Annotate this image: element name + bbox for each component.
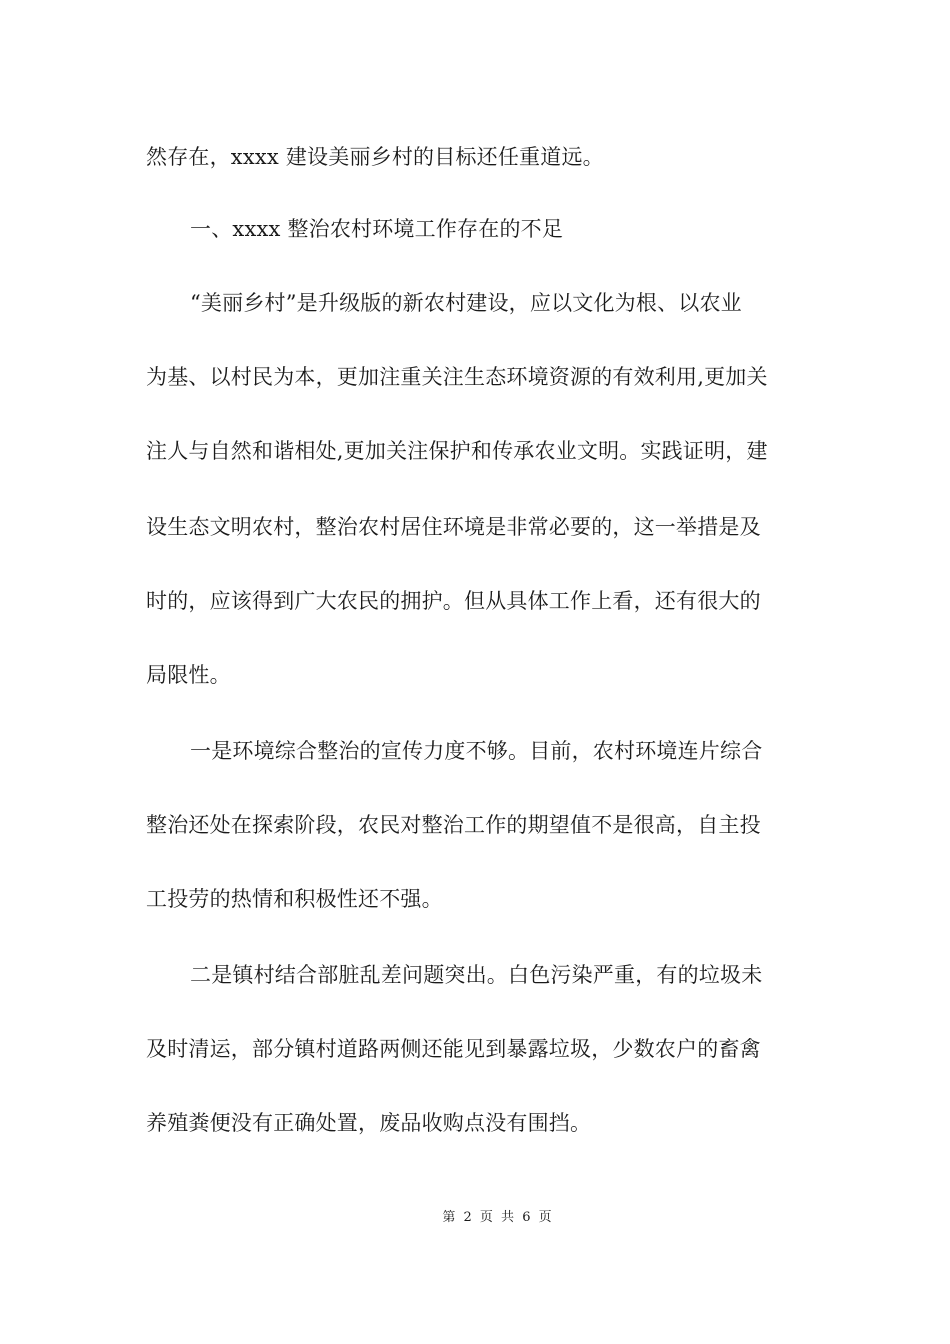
text-line-3: “美丽乡村”是升级版的新农村建设，应以文化为根、以农业	[190, 291, 742, 315]
text-line-14: 养殖粪便没有正确处置，废品收购点没有围挡。	[146, 1111, 592, 1135]
text-line-1: 然存在，xxxx 建设美丽乡村的目标还任重道远。	[146, 145, 604, 169]
text-line-10: 整治还处在探索阶段，农民对整治工作的期望值不是很高，自主投	[146, 813, 761, 837]
text-line-7: 时的，应该得到广大农民的拥护。但从具体工作上看，还有很大的	[146, 589, 761, 613]
text-line-13: 及时清运，部分镇村道路两侧还能见到暴露垃圾，少数农户的畜禽	[146, 1037, 761, 1061]
page-footer: 第 2 页 共 6 页	[442, 1210, 554, 1225]
text-line-6: 设生态文明农村，整治农村居住环境是非常必要的，这一举措是及	[146, 515, 761, 539]
text-line-12: 二是镇村结合部脏乱差问题突出。白色污染严重，有的垃圾未	[190, 963, 763, 987]
text-line-5: 注人与自然和谐相处,更加关注保护和传承农业文明。实践证明，建	[146, 439, 768, 463]
section-heading: 一、xxxx 整治农村环境工作存在的不足	[190, 217, 564, 241]
text-line-8: 局限性。	[146, 663, 231, 687]
text-line-9: 一是环境综合整治的宣传力度不够。目前，农村环境连片综合	[190, 739, 763, 763]
text-line-11: 工投劳的热情和积极性还不强。	[146, 887, 443, 911]
text-line-4: 为基、以村民为本，更加注重关注生态环境资源的有效利用,更加关	[146, 365, 768, 389]
